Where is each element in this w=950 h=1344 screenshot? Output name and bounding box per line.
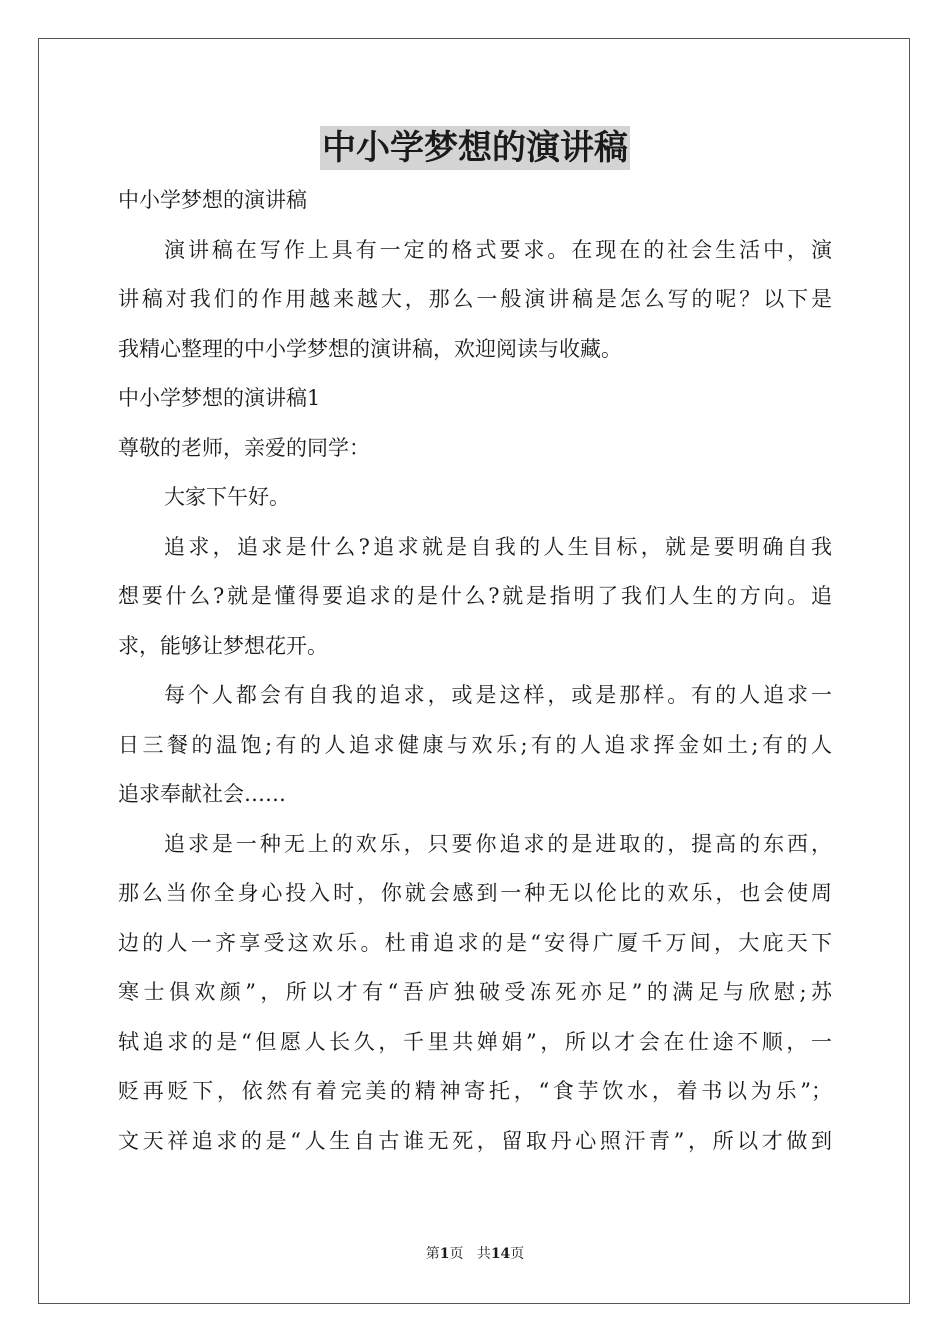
- footer-total-suffix: 页: [510, 1246, 525, 1262]
- text-line: 想要什么?就是懂得要追求的是什么?就是指明了我们人生的方向。追: [118, 584, 832, 608]
- text-line: 贬再贬下，依然有着完美的精神寄托，“食芋饮水，着书以为乐”；: [118, 1079, 832, 1103]
- footer-page-suffix: 页: [449, 1246, 464, 1262]
- text-line: 日三餐的温饱;有的人追求健康与欢乐;有的人追求挥金如土;有的人: [118, 732, 832, 757]
- document-title-text: 中小学梦想的演讲稿: [322, 128, 628, 168]
- text-line: 我精心整理的中小学梦想的演讲稿，欢迎阅读与收藏。: [118, 336, 622, 361]
- text-line: 追求，追求是什么?追求就是自我的人生目标，就是要明确自我: [164, 534, 832, 559]
- text-line: 大家下午好。: [164, 485, 290, 509]
- text-line: 那么当你全身心投入时，你就会感到一种无以伦比的欢乐，也会使周: [118, 881, 832, 905]
- footer-prefix: 第: [425, 1246, 440, 1262]
- text-line: 轼追求的是“但愿人长久，千里共婵娟”，所以才会在仕途不顺，一: [118, 1029, 832, 1054]
- text-line: 讲稿对我们的作用越来越大，那么一般演讲稿是怎么写的呢？以下是: [118, 287, 832, 311]
- footer-total-prefix: 共: [476, 1246, 491, 1262]
- text-line: 追求是一种无上的欢乐，只要你追求的是进取的，提高的东西，: [164, 831, 832, 856]
- text-line: 中小学梦想的演讲稿: [118, 188, 307, 212]
- text-line: 追求奉献社会……: [118, 782, 286, 806]
- text-line: 演讲稿在写作上具有一定的格式要求。在现在的社会生活中，演: [164, 237, 832, 262]
- document-body: [118, 176, 832, 1166]
- footer-page-number: 1: [439, 1246, 450, 1262]
- text-line: 文天祥追求的是“人生自古谁无死，留取丹心照汗青”，所以才做到: [118, 1128, 832, 1153]
- text-line: 寒士俱欢颜”，所以才有“吾庐独破受冻死亦足”的满足与欣慰;苏: [118, 980, 832, 1004]
- text-line: 尊敬的老师，亲爱的同学：: [118, 435, 370, 460]
- document-title: [0, 126, 950, 170]
- page-footer: [0, 1244, 950, 1264]
- text-line: 边的人一齐享受这欢乐。杜甫追求的是“安得广厦千万间，大庇天下: [118, 930, 832, 955]
- footer-total-pages: 14: [490, 1246, 511, 1262]
- text-line: 中小学梦想的演讲稿1: [118, 386, 321, 410]
- text-line: 求，能够让梦想花开。: [118, 633, 328, 658]
- text-line: 每个人都会有自我的追求，或是这样，或是那样。有的人追求一: [164, 683, 832, 707]
